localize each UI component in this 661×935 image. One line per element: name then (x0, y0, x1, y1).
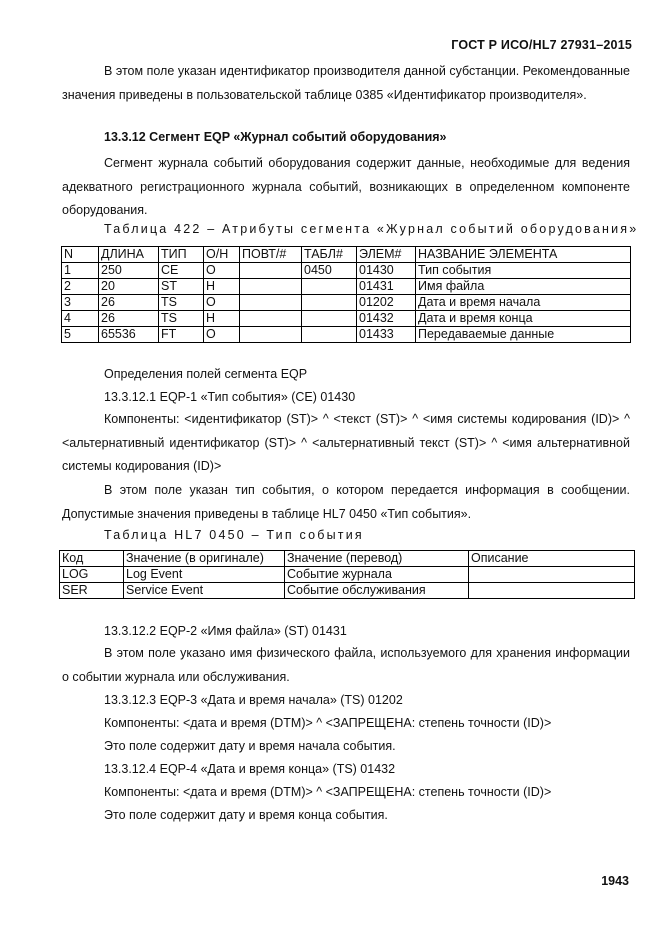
field-1-components: Компоненты: <идентификатор (ST)> ^ <текст (ST)> ^ <имя системы кодирования (ID)> ^ <альтернативный идентификатор (ST)> ^ <альтернативный текст (ST)> ^ <имя альтернативной системы кодирования (ID)> (62, 412, 630, 473)
table-cell (302, 311, 357, 327)
table-cell: Дата и время начала (416, 295, 631, 311)
table-row (60, 583, 635, 599)
column-header: НАЗВАНИЕ ЭЛЕМЕНТА (416, 247, 631, 263)
table-cell: Имя файла (416, 279, 631, 295)
table-cell: TS (159, 311, 204, 327)
table-cell (469, 583, 635, 599)
table-cell: Тип события (416, 263, 631, 279)
page-number: 1943 (601, 874, 629, 888)
table-row (62, 295, 631, 311)
table-cell: 2 (62, 279, 99, 295)
field-definitions-title: Определения полей сегмента EQP (104, 367, 308, 381)
table2-caption (104, 528, 364, 542)
table-cell: 01202 (357, 295, 416, 311)
document-header: ГОСТ Р ИСО/HL7 27931–2015 (451, 38, 632, 52)
field-1-title: 13.3.12.1 EQP-1 «Тип события» (CE) 01430 (104, 390, 356, 404)
table-cell (240, 263, 302, 279)
table-cell (302, 327, 357, 343)
field-3-title: 13.3.12.3 EQP-3 «Дата и время начала» (TS) 01202 (104, 693, 403, 707)
table-row (62, 279, 631, 295)
field-2-description: В этом поле указано имя физического файла, используемого для хранения информации о событии журнала или обслуживания. (62, 646, 630, 684)
table1-caption-text: Таблица 422 – Атрибуты сегмента «Журнал событий оборудования» (104, 222, 639, 236)
table-cell: Дата и время конца (416, 311, 631, 327)
table-cell: TS (159, 295, 204, 311)
table-cell: Событие обслуживания (285, 583, 469, 599)
table-cell (240, 327, 302, 343)
table-cell: 4 (62, 311, 99, 327)
field-1-description: В этом поле указан тип события, о котором передается информация в сообщении. Допустимые значения приведены в таблице HL7 0450 «Тип события». (62, 483, 630, 521)
table1-caption (104, 222, 638, 236)
table-cell: 01432 (357, 311, 416, 327)
field-3-description: Это поле содержит дату и время начала события. (104, 739, 396, 753)
event-type-table (59, 550, 635, 599)
section-title: 13.3.12 Сегмент EQP «Журнал событий оборудования» (104, 130, 447, 144)
table-cell (240, 295, 302, 311)
table-cell: 0450 (302, 263, 357, 279)
table-row (60, 567, 635, 583)
table-cell: 01431 (357, 279, 416, 295)
table-cell: ST (159, 279, 204, 295)
paragraph-segment-description: Сегмент журнала событий оборудования содержит данные, необходимые для ведения адекватного регистрационного журнала событий, возникающих в определенном компоненте оборудования. (62, 156, 630, 217)
table-cell: O (204, 327, 240, 343)
table-cell: 01433 (357, 327, 416, 343)
table-cell (240, 279, 302, 295)
field-4-title: 13.3.12.4 EQP-4 «Дата и время конца» (TS) 01432 (104, 762, 396, 776)
table-cell: H (204, 311, 240, 327)
field-3-components: Компоненты: <дата и время (DTM)> ^ <ЗАПРЕЩЕНА: степень точности (ID)> (104, 716, 552, 730)
table-cell: CE (159, 263, 204, 279)
table-cell: 20 (99, 279, 159, 295)
table-cell: O (204, 295, 240, 311)
table-cell: 1 (62, 263, 99, 279)
table-cell: 26 (99, 311, 159, 327)
table-cell: 5 (62, 327, 99, 343)
table-row (62, 327, 631, 343)
table-header-row (60, 551, 635, 567)
table-cell: Событие журнала (285, 567, 469, 583)
table-cell: 01430 (357, 263, 416, 279)
table-cell: 26 (99, 295, 159, 311)
table-cell: Log Event (124, 567, 285, 583)
table-cell (469, 567, 635, 583)
table-cell: H (204, 279, 240, 295)
table-cell: SER (60, 583, 124, 599)
column-header: Значение (в оригинале) (124, 551, 285, 567)
field-4-description: Это поле содержит дату и время конца события. (104, 808, 388, 822)
table-cell (240, 311, 302, 327)
column-header: Описание (469, 551, 635, 567)
segment-attributes-table (61, 246, 631, 343)
table-cell: 250 (99, 263, 159, 279)
column-header: ТИП (159, 247, 204, 263)
table-cell: LOG (60, 567, 124, 583)
table-cell: Service Event (124, 583, 285, 599)
column-header: ЭЛЕМ# (357, 247, 416, 263)
column-header: ДЛИНА (99, 247, 159, 263)
table-cell: 3 (62, 295, 99, 311)
column-header: Код (60, 551, 124, 567)
field-4-components: Компоненты: <дата и время (DTM)> ^ <ЗАПРЕЩЕНА: степень точности (ID)> (104, 785, 552, 799)
table-cell: FT (159, 327, 204, 343)
paragraph-manufacturer: В этом поле указан идентификатор производителя данной субстанции. Рекомендованные значения приведены в пользовательской таблице 0385 «Идентификатор производителя». (62, 64, 630, 102)
column-header: ТАБЛ# (302, 247, 357, 263)
table-row (62, 263, 631, 279)
column-header: N (62, 247, 99, 263)
table2-caption-text: Таблица HL7 0450 – Тип события (104, 528, 364, 542)
table-cell: Передаваемые данные (416, 327, 631, 343)
column-header: ПОВТ/# (240, 247, 302, 263)
table-cell: O (204, 263, 240, 279)
column-header: Значение (перевод) (285, 551, 469, 567)
field-2-title: 13.3.12.2 EQP-2 «Имя файла» (ST) 01431 (104, 624, 347, 638)
table-cell (302, 295, 357, 311)
table-cell (302, 279, 357, 295)
table-cell: 65536 (99, 327, 159, 343)
table-row (62, 311, 631, 327)
column-header: О/Н (204, 247, 240, 263)
table-header-row (62, 247, 631, 263)
